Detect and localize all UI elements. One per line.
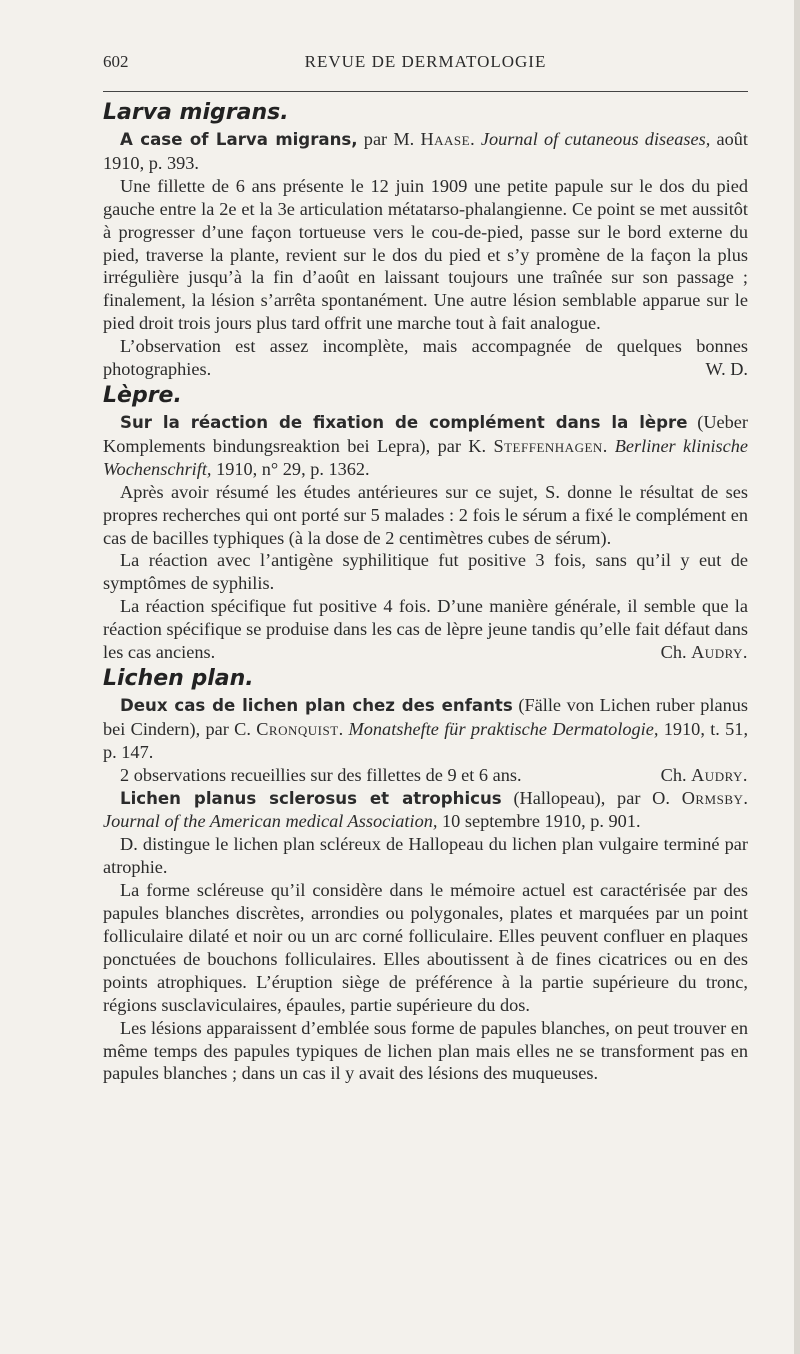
author-name: Haase xyxy=(420,129,471,149)
journal-name: Journal of the American medical Association, xyxy=(103,811,438,832)
paragraph: L’observation est assez incomplète, mais accompagnée de quelques bonnes photographies. W. D. xyxy=(103,336,748,380)
signature: Ch. Audry. xyxy=(660,642,748,663)
article-title: Sur la réaction de fixation de complément dans la lèpre xyxy=(120,412,688,432)
article-title: Deux cas de lichen plan chez des enfants xyxy=(120,695,513,715)
paragraph: Les lésions apparaissent d’emblée sous forme de papules blanches, on peut trouver en même temps des papules typiques de lichen plan mais elles ne se transforment pas en papules blanches ; dans un cas il y avait des lésions des muqueuses. xyxy=(103,1017,748,1084)
author-name: Ormsby xyxy=(681,787,744,808)
journal-name: Berliner klinische Wochenschrift, xyxy=(103,435,749,479)
paragraph: Une fillette de 6 ans présente le 12 juin 1909 une petite papule sur le dos du pied gauche entre la 2e et la 3e articulation métatarso-phalangienne. Ce point se met aussitôt à progresser d’une façon tortueuse vers le cou-de-pied, passe sur le bord externe du pied, traverse la plante, revient sur le dos du pied et s’y promène de la façon la plus irrégulière jusqu’à la fin d’août en laissant toujours une traînée sur son passage ; finalement, la lésion s’arrêta spontanément. Une autre lésion semblable apparue sur le pied droit trois jours plus tard offrit une marche tout à fait analogue. xyxy=(103,175,748,334)
signature: W. D. xyxy=(705,359,748,380)
paragraph: Après avoir résumé les études antérieures sur ce sujet, S. donne le résultat de ses propres recherches qui ont porté sur 5 malades : 2 fois le sérum a fixé le complément en cas de bacilles typhiques (à la dose de 2 centimètres cubes de sérum). xyxy=(103,481,748,548)
journal-name: Journal of cutaneous diseases, xyxy=(480,129,711,149)
section-heading-larva-migrans: Larva migrans. xyxy=(103,100,289,125)
paragraph: La forme scléreuse qu’il considère dans le mémoire actuel est caractérisée par des papules blanches discrètes, arrondies ou polygonales, plates et marquées par un point folliculaire dilaté et noir ou un arc corné folliculaire. Elles peuvent confluer en plaques ponctuées de bouchons folliculaires. Elles aboutissent à de fines cicatrices ou en des points atrophiques. L’éruption siège de préférence à la partie supérieure du tronc, régions susclaviculaires, épaules, partie supérieure du dos. xyxy=(103,880,748,1015)
signature: Ch. Audry. xyxy=(660,764,748,785)
page-edge-shadow xyxy=(794,0,800,1354)
article-citation: Sur la réaction de fixation de complément dans la lèpre (Ueber Komplements bindungsreaktion bei Lepra), par K. Steffenhagen. Berliner klinische Wochenschrift, 1910, n° 29, p. 1362. xyxy=(103,411,749,479)
page-content xyxy=(103,98,748,1085)
author-name: Steffenhagen xyxy=(493,435,603,456)
header-rule xyxy=(103,91,748,92)
paragraph: La réaction avec l’antigène syphilitique fut positive 3 fois, sans qu’il y eut de symptômes de syphilis. xyxy=(103,550,748,594)
paragraph: 2 observations recueillies sur des fillettes de 9 et 6 ans. Ch. Audry. xyxy=(120,764,748,785)
running-header xyxy=(103,52,748,78)
page-number: 602 xyxy=(103,52,129,71)
article-citation: A case of Larva migrans, par M. Haase. Journal of cutaneous diseases, août 1910, p. 393. xyxy=(103,129,749,173)
section-heading-lepre: Lèpre. xyxy=(103,382,182,408)
article-title: Lichen planus sclerosus et atrophicus xyxy=(120,788,502,808)
running-title: REVUE DE DERMATOLOGIE xyxy=(304,52,547,71)
author-name: Cronquist xyxy=(256,718,339,739)
paragraph: D. distingue le lichen plan scléreux de Hallopeau du lichen plan vulgaire terminé par atrophie. xyxy=(103,834,748,878)
article-citation: Deux cas de lichen plan chez des enfants (Fälle von Lichen ruber planus bei Cindern), par C. Cronquist. Monatshefte für praktische Dermatologie, 1910, t. 51, p. 147. xyxy=(103,694,749,762)
article-citation: Lichen planus sclerosus et atrophicus (Hallopeau), par O. Ormsby. Journal of the American medical Association, 10 septembre 1910, p. 901. xyxy=(103,787,748,832)
article-title: A case of Larva migrans, xyxy=(120,130,358,149)
section-heading-lichen-plan: Lichen plan. xyxy=(103,665,254,691)
paragraph: La réaction spécifique fut positive 4 fois. D’une manière générale, il semble que la réaction spécifique se produise dans les cas de lèpre jeune tandis qu’elle fait défaut dans les cas anciens. Ch. Audry. xyxy=(103,596,748,663)
journal-name: Monatshefte für praktische Dermatologie, xyxy=(348,718,659,739)
